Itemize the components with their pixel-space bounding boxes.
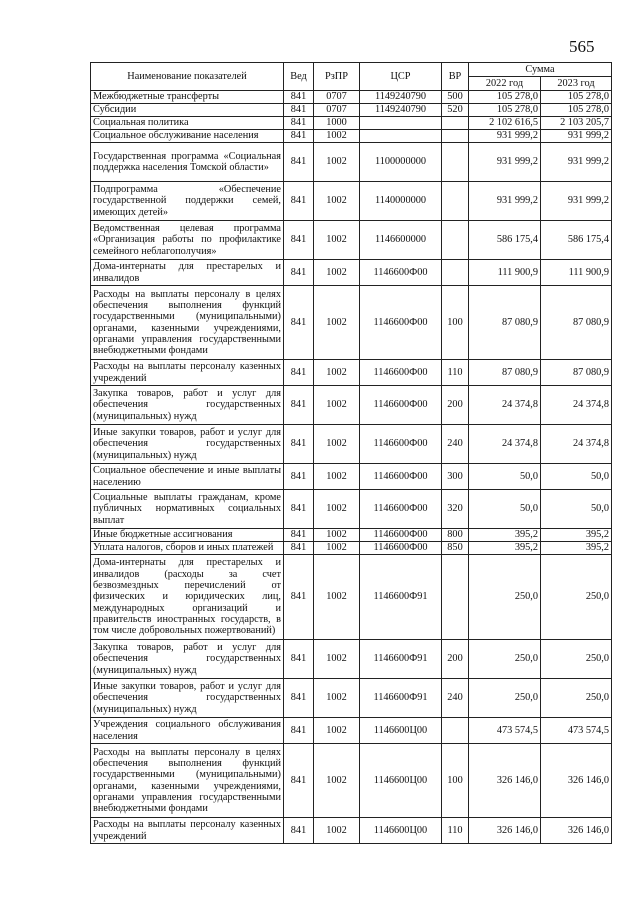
header-ved: Вед (284, 63, 314, 91)
row-name: Закупка товаров, работ и услуг для обеспечения государственных (муниципальных) нужд (91, 640, 284, 679)
row-ved: 841 (284, 529, 314, 542)
row-sum-2023: 111 900,9 (541, 260, 612, 286)
row-sum-2023: 250,0 (541, 679, 612, 718)
row-rzpr: 1002 (314, 286, 360, 360)
row-csr: 1146600Ф00 (360, 529, 442, 542)
row-ved: 841 (284, 744, 314, 818)
row-name: Социальное обеспечение и иные выплаты населению (91, 464, 284, 490)
row-ved: 841 (284, 130, 314, 143)
row-name: Иные закупки товаров, работ и услуг для обеспечения государственных (муниципальных) нужд (91, 679, 284, 718)
row-sum-2022: 931 999,2 (469, 130, 541, 143)
row-csr: 1149240790 (360, 104, 442, 117)
table-row (91, 221, 612, 260)
row-vr (442, 221, 469, 260)
row-name: Межбюджетные трансферты (91, 91, 284, 104)
row-sum-2023: 50,0 (541, 464, 612, 490)
row-sum-2023: 24 374,8 (541, 386, 612, 425)
table-row (91, 490, 612, 529)
row-rzpr: 1002 (314, 260, 360, 286)
table-row (91, 744, 612, 818)
row-csr: 1100000000 (360, 143, 442, 182)
row-ved: 841 (284, 555, 314, 640)
row-ved: 841 (284, 386, 314, 425)
row-csr: 1146600Ф91 (360, 679, 442, 718)
table-row (91, 425, 612, 464)
row-ved: 841 (284, 117, 314, 130)
row-sum-2023: 24 374,8 (541, 425, 612, 464)
row-csr (360, 130, 442, 143)
row-csr: 1146600Ц00 (360, 718, 442, 744)
row-sum-2022: 24 374,8 (469, 386, 541, 425)
row-rzpr: 1002 (314, 182, 360, 221)
row-rzpr: 1002 (314, 360, 360, 386)
table-row (91, 542, 612, 555)
row-rzpr: 1002 (314, 542, 360, 555)
row-rzpr: 1000 (314, 117, 360, 130)
header-rzpr: РзПР (314, 63, 360, 91)
row-rzpr: 1002 (314, 221, 360, 260)
row-ved: 841 (284, 425, 314, 464)
row-sum-2022: 87 080,9 (469, 360, 541, 386)
row-csr: 1146600000 (360, 221, 442, 260)
table-row (91, 718, 612, 744)
row-ved: 841 (284, 91, 314, 104)
table-row (91, 104, 612, 117)
row-sum-2022: 250,0 (469, 679, 541, 718)
row-vr: 200 (442, 386, 469, 425)
table-row (91, 555, 612, 640)
row-name: Уплата налогов, сборов и иных платежей (91, 542, 284, 555)
row-name: Государственная программа «Социальная поддержка населения Томской области» (91, 143, 284, 182)
table-row (91, 818, 612, 844)
row-sum-2023: 105 278,0 (541, 91, 612, 104)
header-name: Наименование показателей (91, 63, 284, 91)
row-rzpr: 1002 (314, 640, 360, 679)
table-row (91, 529, 612, 542)
row-ved: 841 (284, 104, 314, 117)
row-sum-2023: 586 175,4 (541, 221, 612, 260)
row-rzpr: 1002 (314, 143, 360, 182)
row-vr (442, 182, 469, 221)
row-rzpr: 1002 (314, 718, 360, 744)
row-name: Социальные выплаты гражданам, кроме публичных нормативных социальных выплат (91, 490, 284, 529)
row-vr: 240 (442, 425, 469, 464)
row-name: Социальное обслуживание населения (91, 130, 284, 143)
table-row (91, 640, 612, 679)
row-sum-2022: 931 999,2 (469, 182, 541, 221)
row-sum-2023: 326 146,0 (541, 744, 612, 818)
row-rzpr: 1002 (314, 679, 360, 718)
row-vr: 800 (442, 529, 469, 542)
header-csr: ЦСР (360, 63, 442, 91)
row-sum-2023: 931 999,2 (541, 143, 612, 182)
row-rzpr: 1002 (314, 130, 360, 143)
row-sum-2023: 87 080,9 (541, 360, 612, 386)
row-vr: 300 (442, 464, 469, 490)
table-row (91, 143, 612, 182)
row-ved: 841 (284, 718, 314, 744)
row-csr: 1146600Ф00 (360, 464, 442, 490)
row-sum-2022: 50,0 (469, 464, 541, 490)
row-sum-2023: 250,0 (541, 640, 612, 679)
row-csr: 1146600Ф00 (360, 542, 442, 555)
table-row (91, 260, 612, 286)
row-sum-2023: 50,0 (541, 490, 612, 529)
row-vr: 200 (442, 640, 469, 679)
row-sum-2022: 87 080,9 (469, 286, 541, 360)
row-sum-2023: 87 080,9 (541, 286, 612, 360)
header-year-2023: 2023 год (541, 77, 612, 91)
row-csr: 1146600Ц00 (360, 818, 442, 844)
row-vr (442, 555, 469, 640)
row-sum-2022: 326 146,0 (469, 744, 541, 818)
row-vr (442, 117, 469, 130)
row-sum-2022: 111 900,9 (469, 260, 541, 286)
row-name: Расходы на выплаты персоналу в целях обеспечения выполнения функций государственными (муниципальными) органами, казенными учреждениями, органами управления государственными внебюджетными фондами (91, 286, 284, 360)
row-ved: 841 (284, 286, 314, 360)
row-csr: 1146600Ф00 (360, 286, 442, 360)
row-ved: 841 (284, 679, 314, 718)
budget-table (90, 62, 612, 844)
row-ved: 841 (284, 143, 314, 182)
row-csr: 1146600Ф91 (360, 555, 442, 640)
row-rzpr: 0707 (314, 91, 360, 104)
table-row (91, 286, 612, 360)
row-vr: 520 (442, 104, 469, 117)
row-sum-2022: 586 175,4 (469, 221, 541, 260)
row-csr: 1146600Ф00 (360, 386, 442, 425)
row-ved: 841 (284, 260, 314, 286)
row-csr (360, 117, 442, 130)
row-sum-2023: 2 103 205,7 (541, 117, 612, 130)
row-sum-2022: 326 146,0 (469, 818, 541, 844)
row-csr: 1146600Ф00 (360, 425, 442, 464)
row-ved: 841 (284, 490, 314, 529)
table-header (91, 63, 612, 91)
row-ved: 841 (284, 221, 314, 260)
row-name: Расходы на выплаты персоналу казенных учреждений (91, 818, 284, 844)
row-sum-2023: 105 278,0 (541, 104, 612, 117)
row-csr: 1146600Ф91 (360, 640, 442, 679)
row-sum-2022: 395,2 (469, 542, 541, 555)
row-csr: 1140000000 (360, 182, 442, 221)
header-vr: ВР (442, 63, 469, 91)
table-row (91, 117, 612, 130)
row-name: Расходы на выплаты персоналу казенных учреждений (91, 360, 284, 386)
row-name: Иные закупки товаров, работ и услуг для обеспечения государственных (муниципальных) нужд (91, 425, 284, 464)
row-csr: 1146600Ф00 (360, 490, 442, 529)
row-name: Закупка товаров, работ и услуг для обеспечения государственных (муниципальных) нужд (91, 386, 284, 425)
row-sum-2022: 473 574,5 (469, 718, 541, 744)
row-name: Социальная политика (91, 117, 284, 130)
row-ved: 841 (284, 360, 314, 386)
header-year-2022: 2022 год (469, 77, 541, 91)
row-ved: 841 (284, 464, 314, 490)
row-rzpr: 1002 (314, 555, 360, 640)
row-sum-2022: 395,2 (469, 529, 541, 542)
row-csr: 1146600Ц00 (360, 744, 442, 818)
row-rzpr: 1002 (314, 425, 360, 464)
row-sum-2023: 326 146,0 (541, 818, 612, 844)
row-ved: 841 (284, 818, 314, 844)
row-vr: 110 (442, 360, 469, 386)
row-vr (442, 260, 469, 286)
row-csr: 1146600Ф00 (360, 360, 442, 386)
row-sum-2022: 24 374,8 (469, 425, 541, 464)
header-sum: Сумма (469, 63, 612, 77)
row-vr (442, 143, 469, 182)
row-vr: 320 (442, 490, 469, 529)
row-sum-2022: 931 999,2 (469, 143, 541, 182)
row-vr: 100 (442, 286, 469, 360)
row-ved: 841 (284, 640, 314, 679)
table-row (91, 182, 612, 221)
row-vr: 850 (442, 542, 469, 555)
row-rzpr: 0707 (314, 104, 360, 117)
row-name: Подпрограмма «Обеспечение государственной поддержки семей, имеющих детей» (91, 182, 284, 221)
row-sum-2023: 931 999,2 (541, 182, 612, 221)
row-rzpr: 1002 (314, 744, 360, 818)
row-rzpr: 1002 (314, 529, 360, 542)
table-row (91, 130, 612, 143)
row-vr (442, 718, 469, 744)
row-name: Дома-интернаты для престарелых и инвалидов (91, 260, 284, 286)
row-name: Ведомственная целевая программа «Организация работы по профилактике семейного неблагополучия» (91, 221, 284, 260)
row-ved: 841 (284, 182, 314, 221)
table-row (91, 386, 612, 425)
row-sum-2022: 50,0 (469, 490, 541, 529)
row-name: Расходы на выплаты персоналу в целях обеспечения выполнения функций государственными (муниципальными) органами, казенными учреждениями, органами управления государственными внебюджетными фондами (91, 744, 284, 818)
table-row (91, 360, 612, 386)
table-row (91, 464, 612, 490)
row-csr: 1149240790 (360, 91, 442, 104)
row-sum-2022: 2 102 616,5 (469, 117, 541, 130)
table-row (91, 91, 612, 104)
row-sum-2023: 395,2 (541, 529, 612, 542)
row-vr: 240 (442, 679, 469, 718)
row-vr: 100 (442, 744, 469, 818)
row-vr: 110 (442, 818, 469, 844)
row-sum-2023: 931 999,2 (541, 130, 612, 143)
row-name: Учреждения социального обслуживания населения (91, 718, 284, 744)
row-name: Иные бюджетные ассигнования (91, 529, 284, 542)
row-rzpr: 1002 (314, 386, 360, 425)
row-name: Субсидии (91, 104, 284, 117)
row-sum-2023: 473 574,5 (541, 718, 612, 744)
row-csr: 1146600Ф00 (360, 260, 442, 286)
row-sum-2022: 105 278,0 (469, 91, 541, 104)
row-vr (442, 130, 469, 143)
row-sum-2022: 250,0 (469, 555, 541, 640)
row-sum-2022: 105 278,0 (469, 104, 541, 117)
row-rzpr: 1002 (314, 464, 360, 490)
table-row (91, 679, 612, 718)
row-ved: 841 (284, 542, 314, 555)
row-rzpr: 1002 (314, 490, 360, 529)
row-sum-2022: 250,0 (469, 640, 541, 679)
row-rzpr: 1002 (314, 818, 360, 844)
row-name: Дома-интернаты для престарелых и инвалидов (расходы за счет безвозмездных перечислений от физических и юридических лиц, международных организаций и правительств иностранных государств, в том числе добровольных пожертвований) (91, 555, 284, 640)
row-sum-2023: 395,2 (541, 542, 612, 555)
page-number: 565 (569, 37, 595, 56)
row-vr: 500 (442, 91, 469, 104)
row-sum-2023: 250,0 (541, 555, 612, 640)
